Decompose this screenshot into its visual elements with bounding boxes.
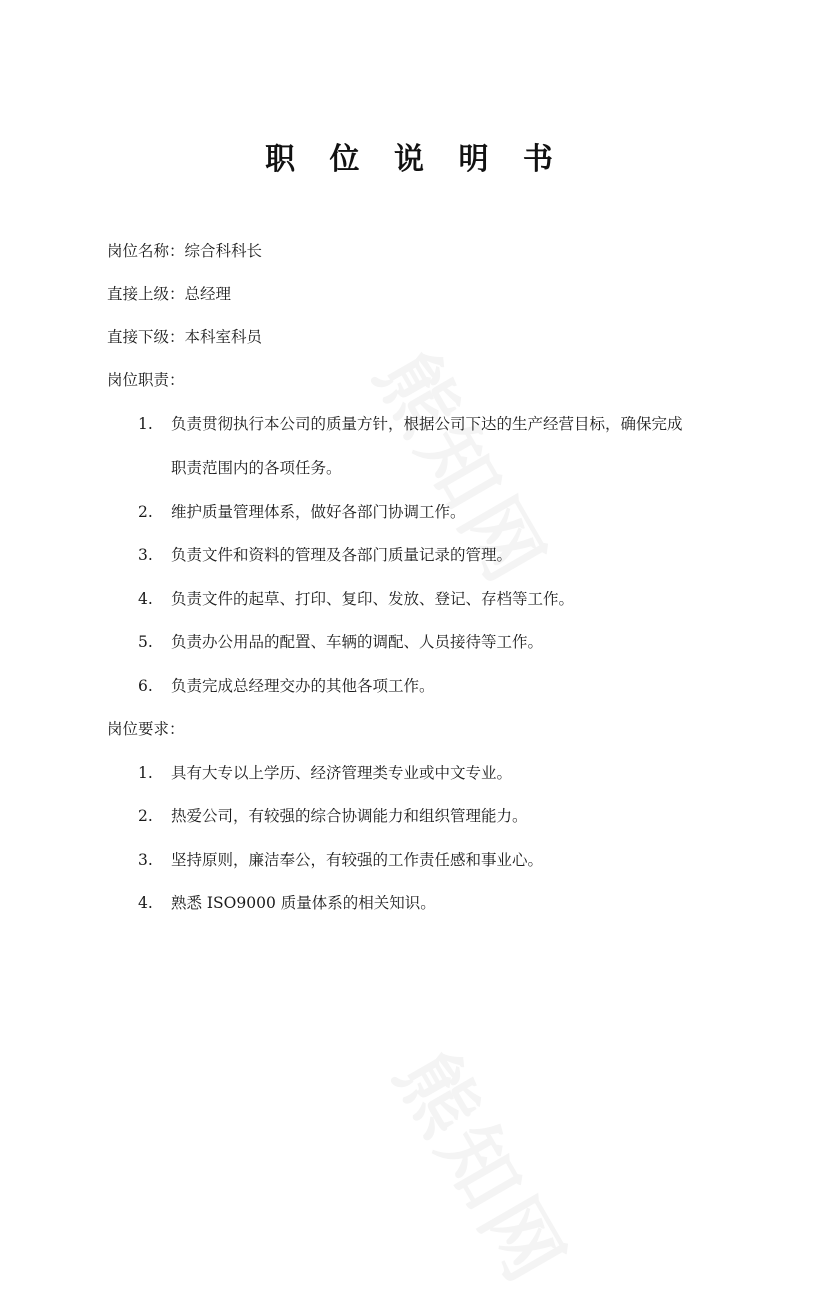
duty-text: 负责办公用品的配置、车辆的调配、人员接待等工作。: [171, 633, 544, 651]
requirement-item: [138, 806, 528, 826]
duty-text: 负责完成总经理交办的其他各项工作。: [171, 677, 435, 695]
requirement-item: [138, 850, 543, 870]
duty-item: [138, 676, 435, 696]
requirement-number: 4.: [138, 894, 153, 912]
duty-number: 5.: [138, 633, 153, 651]
duty-text: 维护质量管理体系，做好各部门协调工作。: [171, 503, 466, 521]
direct-superior: 直接上级：总经理: [107, 285, 232, 303]
requirements-heading: 岗位要求：: [107, 720, 185, 738]
duty-item: [138, 589, 574, 609]
position-name: 岗位名称：综合科科长: [107, 242, 263, 260]
duty-item: [138, 545, 512, 565]
direct-subordinate: 直接下级：本科室科员: [107, 328, 263, 346]
requirement-text: 坚持原则，廉洁奉公，有较强的工作责任感和事业心。: [171, 851, 544, 869]
requirement-number: 1.: [138, 764, 153, 782]
requirement-item: [138, 893, 436, 913]
duty-number: 1.: [138, 415, 153, 433]
requirement-number: 3.: [138, 851, 153, 869]
duty-text: 负责文件和资料的管理及各部门质量记录的管理。: [171, 546, 513, 564]
requirement-item: [138, 763, 512, 783]
duty-text: 负责贯彻执行本公司的质量方针，根据公司下达的生产经营目标，确保完成: [171, 415, 683, 433]
duty-text-continued: 职责范围内的各项任务。: [171, 459, 342, 477]
duties-heading: 岗位职责：: [107, 371, 185, 389]
duty-item: [138, 502, 466, 522]
duty-number: 2.: [138, 503, 153, 521]
requirement-text: 熟悉 ISO9000 质量体系的相关知识。: [171, 894, 436, 912]
duty-number: 4.: [138, 590, 153, 608]
duty-number: 6.: [138, 677, 153, 695]
watermark: [375, 1029, 598, 1303]
duty-item: [138, 414, 683, 434]
duty-number: 3.: [138, 546, 153, 564]
duty-text: 负责文件的起草、打印、复印、发放、登记、存档等工作。: [171, 590, 575, 608]
requirement-text: 具有大专以上学历、经济管理类专业或中文专业。: [171, 764, 513, 782]
page-title: 职 位 说 明 书: [265, 142, 565, 177]
requirement-text: 热爱公司，有较强的综合协调能力和组织管理能力。: [171, 807, 528, 825]
requirement-number: 2.: [138, 807, 153, 825]
duty-item: [138, 632, 543, 652]
